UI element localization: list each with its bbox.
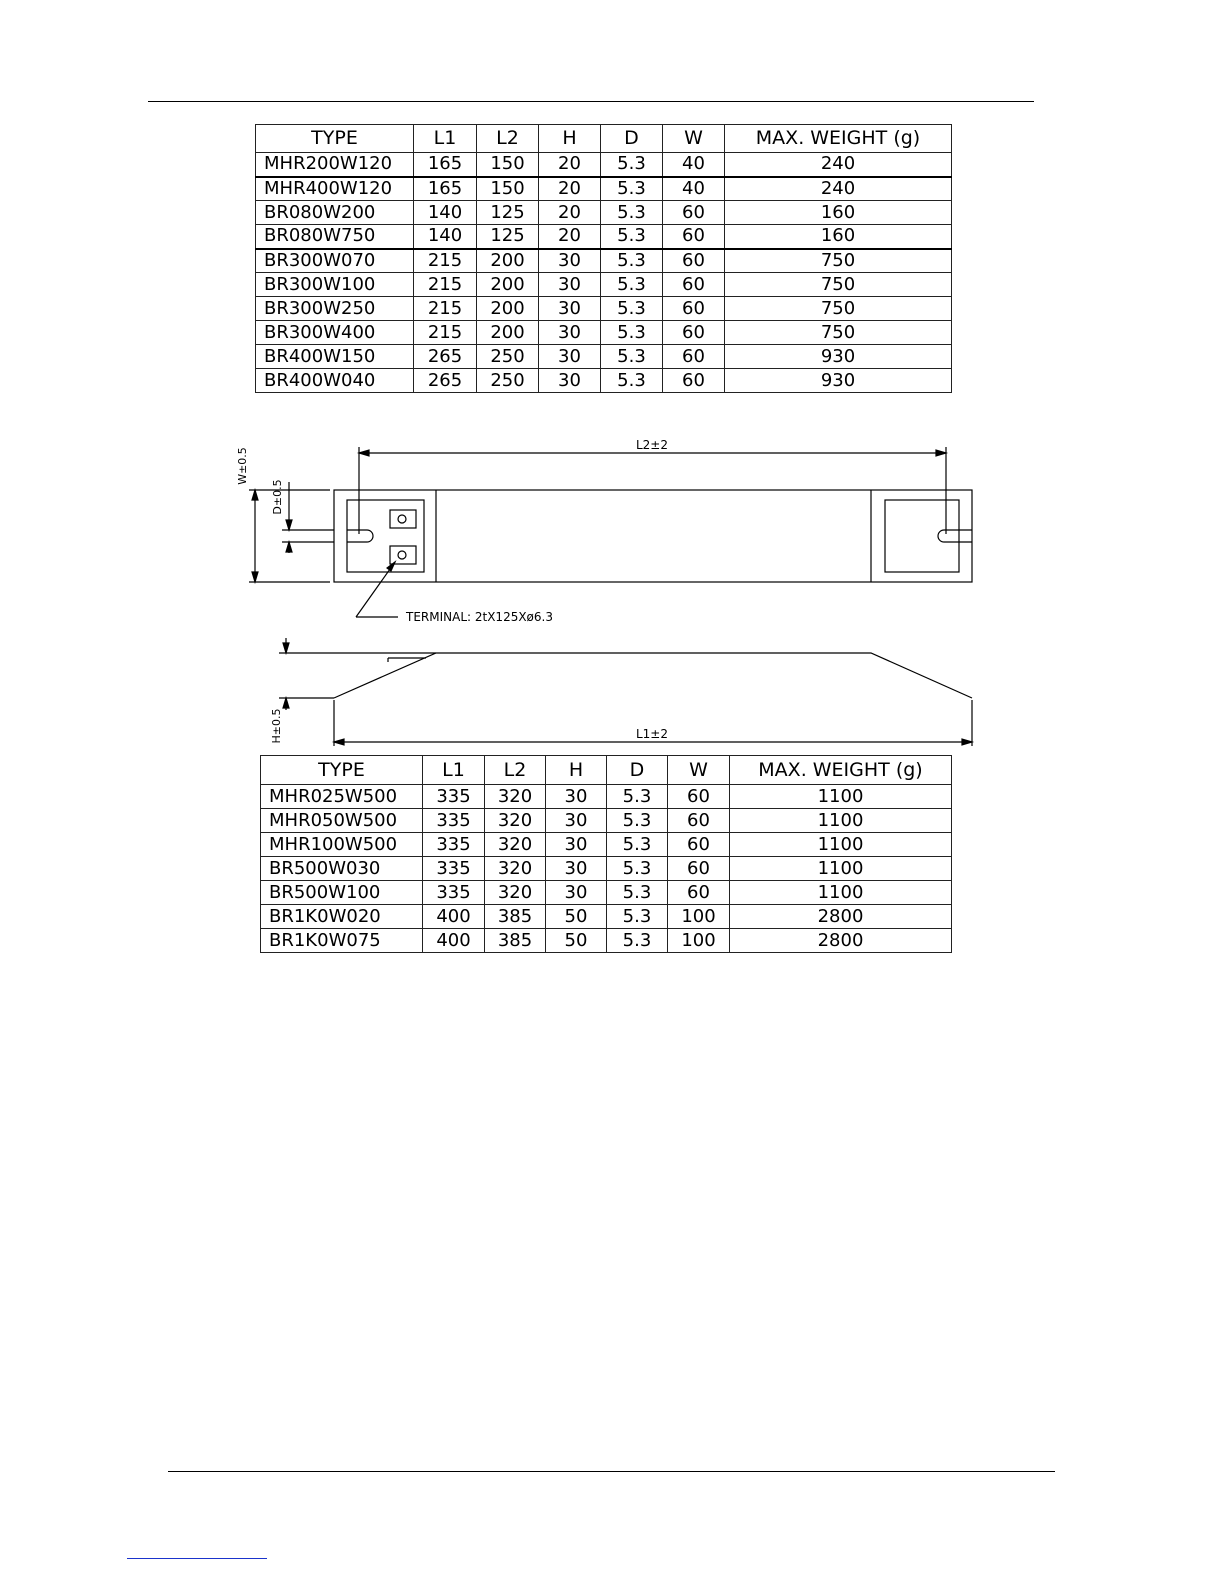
table-cell: BR500W030 bbox=[261, 857, 423, 881]
table-cell: 400 bbox=[423, 929, 485, 953]
d-dimension-label: D±0.5 bbox=[271, 479, 284, 515]
column-header: MAX. WEIGHT (g) bbox=[730, 756, 952, 785]
column-header: TYPE bbox=[261, 756, 423, 785]
table-cell: 320 bbox=[485, 881, 546, 905]
table-cell: 60 bbox=[663, 345, 725, 369]
table-row bbox=[261, 929, 952, 953]
side-view-profile bbox=[334, 653, 972, 698]
table-cell: 320 bbox=[485, 809, 546, 833]
table-cell: 265 bbox=[414, 345, 477, 369]
table-cell: 20 bbox=[539, 177, 601, 201]
table-cell: MHR200W120 bbox=[256, 153, 414, 177]
table-cell: 100 bbox=[668, 905, 730, 929]
table-cell: 240 bbox=[725, 177, 952, 201]
table-cell: 5.3 bbox=[601, 201, 663, 225]
column-header: L1 bbox=[423, 756, 485, 785]
table-cell: 20 bbox=[539, 153, 601, 177]
table-cell: 60 bbox=[663, 225, 725, 249]
column-header: W bbox=[663, 125, 725, 153]
table-cell: 30 bbox=[546, 857, 607, 881]
table-cell: 320 bbox=[485, 857, 546, 881]
table-cell: MHR400W120 bbox=[256, 177, 414, 201]
table-row bbox=[261, 881, 952, 905]
table-cell: 215 bbox=[414, 273, 477, 297]
table-row bbox=[261, 785, 952, 809]
table-cell: 5.3 bbox=[601, 153, 663, 177]
table-cell: 200 bbox=[477, 297, 539, 321]
column-header: MAX. WEIGHT (g) bbox=[725, 125, 952, 153]
column-header: H bbox=[546, 756, 607, 785]
table-cell: BR400W150 bbox=[256, 345, 414, 369]
footer-link-underline[interactable] bbox=[127, 1558, 267, 1559]
table-cell: BR300W100 bbox=[256, 273, 414, 297]
table-cell: 930 bbox=[725, 345, 952, 369]
column-header: TYPE bbox=[256, 125, 414, 153]
table-row bbox=[261, 905, 952, 929]
table-cell: BR300W070 bbox=[256, 249, 414, 273]
table-cell: 30 bbox=[546, 833, 607, 857]
table-row bbox=[261, 833, 952, 857]
table-cell: 335 bbox=[423, 809, 485, 833]
table-cell: BR500W100 bbox=[261, 881, 423, 905]
l2-dimension-label: L2±2 bbox=[635, 438, 669, 452]
table-cell: 165 bbox=[414, 153, 477, 177]
table-cell: 2800 bbox=[730, 905, 952, 929]
table-cell: 100 bbox=[668, 929, 730, 953]
table-cell: 40 bbox=[663, 153, 725, 177]
table-cell: 125 bbox=[477, 225, 539, 249]
table-cell: 165 bbox=[414, 177, 477, 201]
table-cell: 5.3 bbox=[601, 273, 663, 297]
table-cell: 335 bbox=[423, 881, 485, 905]
table-cell: 5.3 bbox=[601, 369, 663, 393]
table-cell: 5.3 bbox=[607, 881, 668, 905]
l1-dimension-label: L1±2 bbox=[635, 727, 669, 741]
table-cell: 215 bbox=[414, 249, 477, 273]
table-cell: 750 bbox=[725, 249, 952, 273]
table-cell: 320 bbox=[485, 833, 546, 857]
table-cell: 60 bbox=[663, 249, 725, 273]
table-cell: 5.3 bbox=[601, 225, 663, 249]
table-cell: 20 bbox=[539, 201, 601, 225]
table-cell: 60 bbox=[663, 297, 725, 321]
table-cell: 335 bbox=[423, 785, 485, 809]
table-cell: 125 bbox=[477, 201, 539, 225]
top-view-body bbox=[334, 490, 972, 582]
table-cell: 160 bbox=[725, 201, 952, 225]
table-cell: MHR025W500 bbox=[261, 785, 423, 809]
table-cell: 200 bbox=[477, 273, 539, 297]
table-cell: 240 bbox=[725, 153, 952, 177]
table-cell: BR080W200 bbox=[256, 201, 414, 225]
table-row bbox=[261, 809, 952, 833]
resistor-dimension-drawing bbox=[0, 0, 1225, 760]
column-header: L1 bbox=[414, 125, 477, 153]
table-cell: BR1K0W075 bbox=[261, 929, 423, 953]
end-cap bbox=[885, 500, 959, 572]
table-cell: 30 bbox=[546, 809, 607, 833]
table-cell: 20 bbox=[539, 225, 601, 249]
table-cell: 5.3 bbox=[607, 785, 668, 809]
table-cell: 140 bbox=[414, 201, 477, 225]
table-cell: 60 bbox=[663, 201, 725, 225]
table-cell: 5.3 bbox=[607, 857, 668, 881]
table-cell: 30 bbox=[539, 249, 601, 273]
table-cell: BR400W040 bbox=[256, 369, 414, 393]
w-dimension-label: W±0.5 bbox=[236, 447, 249, 485]
table-cell: 5.3 bbox=[601, 321, 663, 345]
table-cell: 30 bbox=[539, 273, 601, 297]
h-dimension-label: H±0.5 bbox=[270, 708, 283, 744]
table-cell: 5.3 bbox=[607, 809, 668, 833]
table-cell: 200 bbox=[477, 321, 539, 345]
table-cell: 30 bbox=[539, 345, 601, 369]
table-cell: 200 bbox=[477, 249, 539, 273]
table-cell: 30 bbox=[539, 297, 601, 321]
table-cell: 335 bbox=[423, 857, 485, 881]
table-cell: 265 bbox=[414, 369, 477, 393]
table-cell: 1100 bbox=[730, 809, 952, 833]
table-cell: 60 bbox=[668, 881, 730, 905]
terminal-lower bbox=[390, 546, 416, 564]
table-cell: 60 bbox=[663, 321, 725, 345]
table-cell: MHR050W500 bbox=[261, 809, 423, 833]
table-cell: 50 bbox=[546, 929, 607, 953]
table-row bbox=[261, 857, 952, 881]
table-cell: 5.3 bbox=[607, 833, 668, 857]
table-cell: 385 bbox=[485, 905, 546, 929]
table-cell: 5.3 bbox=[601, 249, 663, 273]
table-cell: 5.3 bbox=[601, 177, 663, 201]
table-cell: 1100 bbox=[730, 881, 952, 905]
resistor-spec-table-2 bbox=[260, 755, 952, 953]
table-cell: 250 bbox=[477, 345, 539, 369]
table-cell: 1100 bbox=[730, 833, 952, 857]
table-cell: 1100 bbox=[730, 785, 952, 809]
table-cell: 1100 bbox=[730, 857, 952, 881]
table-cell: MHR100W500 bbox=[261, 833, 423, 857]
table-cell: 30 bbox=[546, 881, 607, 905]
table-cell: 60 bbox=[668, 809, 730, 833]
table-cell: 50 bbox=[546, 905, 607, 929]
table-cell: BR300W250 bbox=[256, 297, 414, 321]
column-header: L2 bbox=[485, 756, 546, 785]
table-cell: 60 bbox=[668, 785, 730, 809]
table-cell: 5.3 bbox=[601, 297, 663, 321]
table-cell: 30 bbox=[539, 321, 601, 345]
table-cell: BR080W750 bbox=[256, 225, 414, 249]
table-cell: 400 bbox=[423, 905, 485, 929]
table-cell: 5.3 bbox=[601, 345, 663, 369]
table-cell: 5.3 bbox=[607, 905, 668, 929]
table-cell: 140 bbox=[414, 225, 477, 249]
table-cell: 2800 bbox=[730, 929, 952, 953]
column-header: D bbox=[601, 125, 663, 153]
table-cell: 60 bbox=[668, 857, 730, 881]
column-header: L2 bbox=[477, 125, 539, 153]
table-cell: 5.3 bbox=[607, 929, 668, 953]
table-cell: 215 bbox=[414, 297, 477, 321]
table-cell: 30 bbox=[539, 369, 601, 393]
table-cell: 250 bbox=[477, 369, 539, 393]
column-header: D bbox=[607, 756, 668, 785]
table-cell: 160 bbox=[725, 225, 952, 249]
table-cell: 60 bbox=[668, 833, 730, 857]
table-cell: 320 bbox=[485, 785, 546, 809]
table-cell: 930 bbox=[725, 369, 952, 393]
table-cell: 750 bbox=[725, 297, 952, 321]
table-cell: 750 bbox=[725, 321, 952, 345]
column-header: W bbox=[668, 756, 730, 785]
table-cell: 215 bbox=[414, 321, 477, 345]
table-cell: BR300W400 bbox=[256, 321, 414, 345]
terminal-upper bbox=[390, 510, 416, 528]
table-cell: 150 bbox=[477, 153, 539, 177]
column-header: H bbox=[539, 125, 601, 153]
footer-rule bbox=[168, 1471, 1055, 1472]
table-cell: 30 bbox=[546, 785, 607, 809]
table-cell: BR1K0W020 bbox=[261, 905, 423, 929]
table-cell: 60 bbox=[663, 369, 725, 393]
table-cell: 335 bbox=[423, 833, 485, 857]
table-cell: 40 bbox=[663, 177, 725, 201]
table-cell: 750 bbox=[725, 273, 952, 297]
terminal-label: TERMINAL: 2tX125Xø6.3 bbox=[406, 610, 553, 624]
table-cell: 385 bbox=[485, 929, 546, 953]
table-cell: 60 bbox=[663, 273, 725, 297]
table-cell: 150 bbox=[477, 177, 539, 201]
table-header-row bbox=[261, 756, 952, 785]
